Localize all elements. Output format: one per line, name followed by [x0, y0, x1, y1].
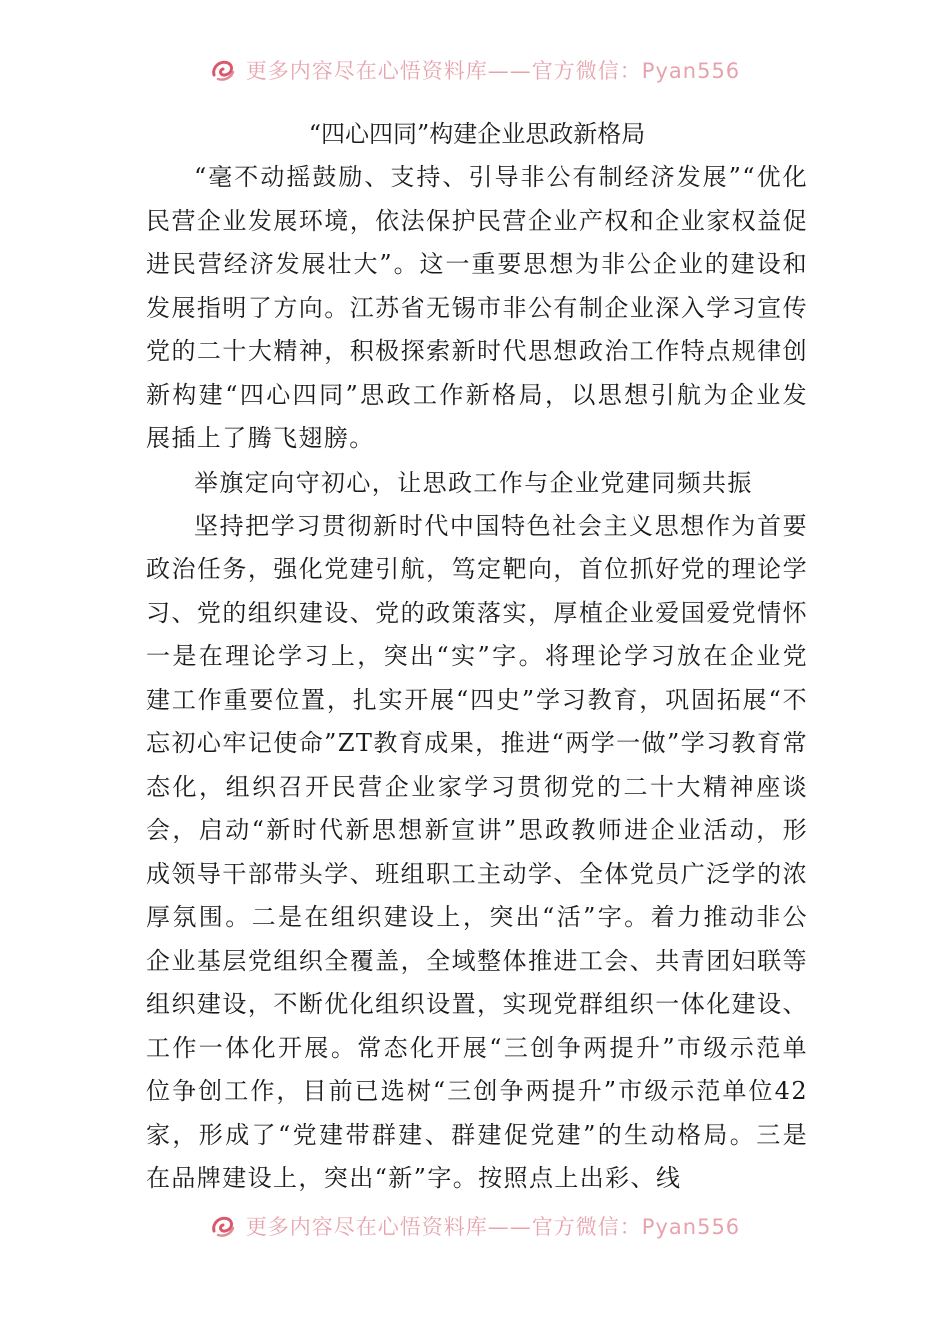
document-body: [146, 112, 808, 1201]
intro-paragraph: “毫不动摇鼓励、支持、引导非公有制经济发展”“优化民营企业发展环境，依法保护民营企业产权和企业家权益促进民营经济发展壮大”。这一重要思想为非公企业的建设和发展指明了方向。江苏省无锡市非公有制企业深入学习宣传党的二十大精神，积极探索新时代思想政治工作特点规律创新构建“四心四同”思政工作新格局，以思想引航为企业发展插上了腾飞翅膀。: [146, 163, 808, 452]
watermark-footer: [0, 1206, 950, 1246]
section-heading: 举旗定向守初心，让思政工作与企业党建同频共振: [194, 468, 753, 497]
swirl-logo-icon: [210, 1213, 236, 1239]
document-title: “四心四同”构建企业思政新格局: [308, 120, 646, 148]
watermark-text: 更多内容尽在心悟资料库——官方微信：Pyan556: [245, 1215, 741, 1239]
watermark-text: 更多内容尽在心悟资料库——官方微信：Pyan556: [245, 59, 741, 83]
section-paragraph: 坚持把学习贯彻新时代中国特色社会主义思想作为首要政治任务，强化党建引航，笃定靶向，首位抓好党的理论学习、党的组织建设、党的政策落实，厚植企业爱国爱党情怀一是在理论学习上，突出“实”字。将理论学习放在企业党建工作重要位置，扎实开展“四史”学习教育，巩固拓展“不忘初心牢记使命”ZT教育成果，推进“两学一做”学习教育常态化，组织召开民营企业家学习贯彻党的二十大精神座谈会，启动“新时代新思想新宣讲”思政教师进企业活动，形成领导干部带头学、班组职工主动学、全体党员广泛学的浓厚氛围。二是在组织建设上，突出“活”字。着力推动非公企业基层党组织全覆盖，全域整体推进工会、共青团妇联等组织建设，不断优化组织设置，实现党群组织一体化建设、工作一体化开展。常态化开展“三创争两提升”市级示范单位争创工作，目前已选树“三创争两提升”市级示范单位42家，形成了“党建带群建、群建促党建”的生动格局。三是在品牌建设上，突出“新”字。按照点上出彩、线: [146, 511, 808, 1192]
watermark-header: [0, 50, 950, 90]
swirl-logo-icon: [210, 57, 236, 83]
